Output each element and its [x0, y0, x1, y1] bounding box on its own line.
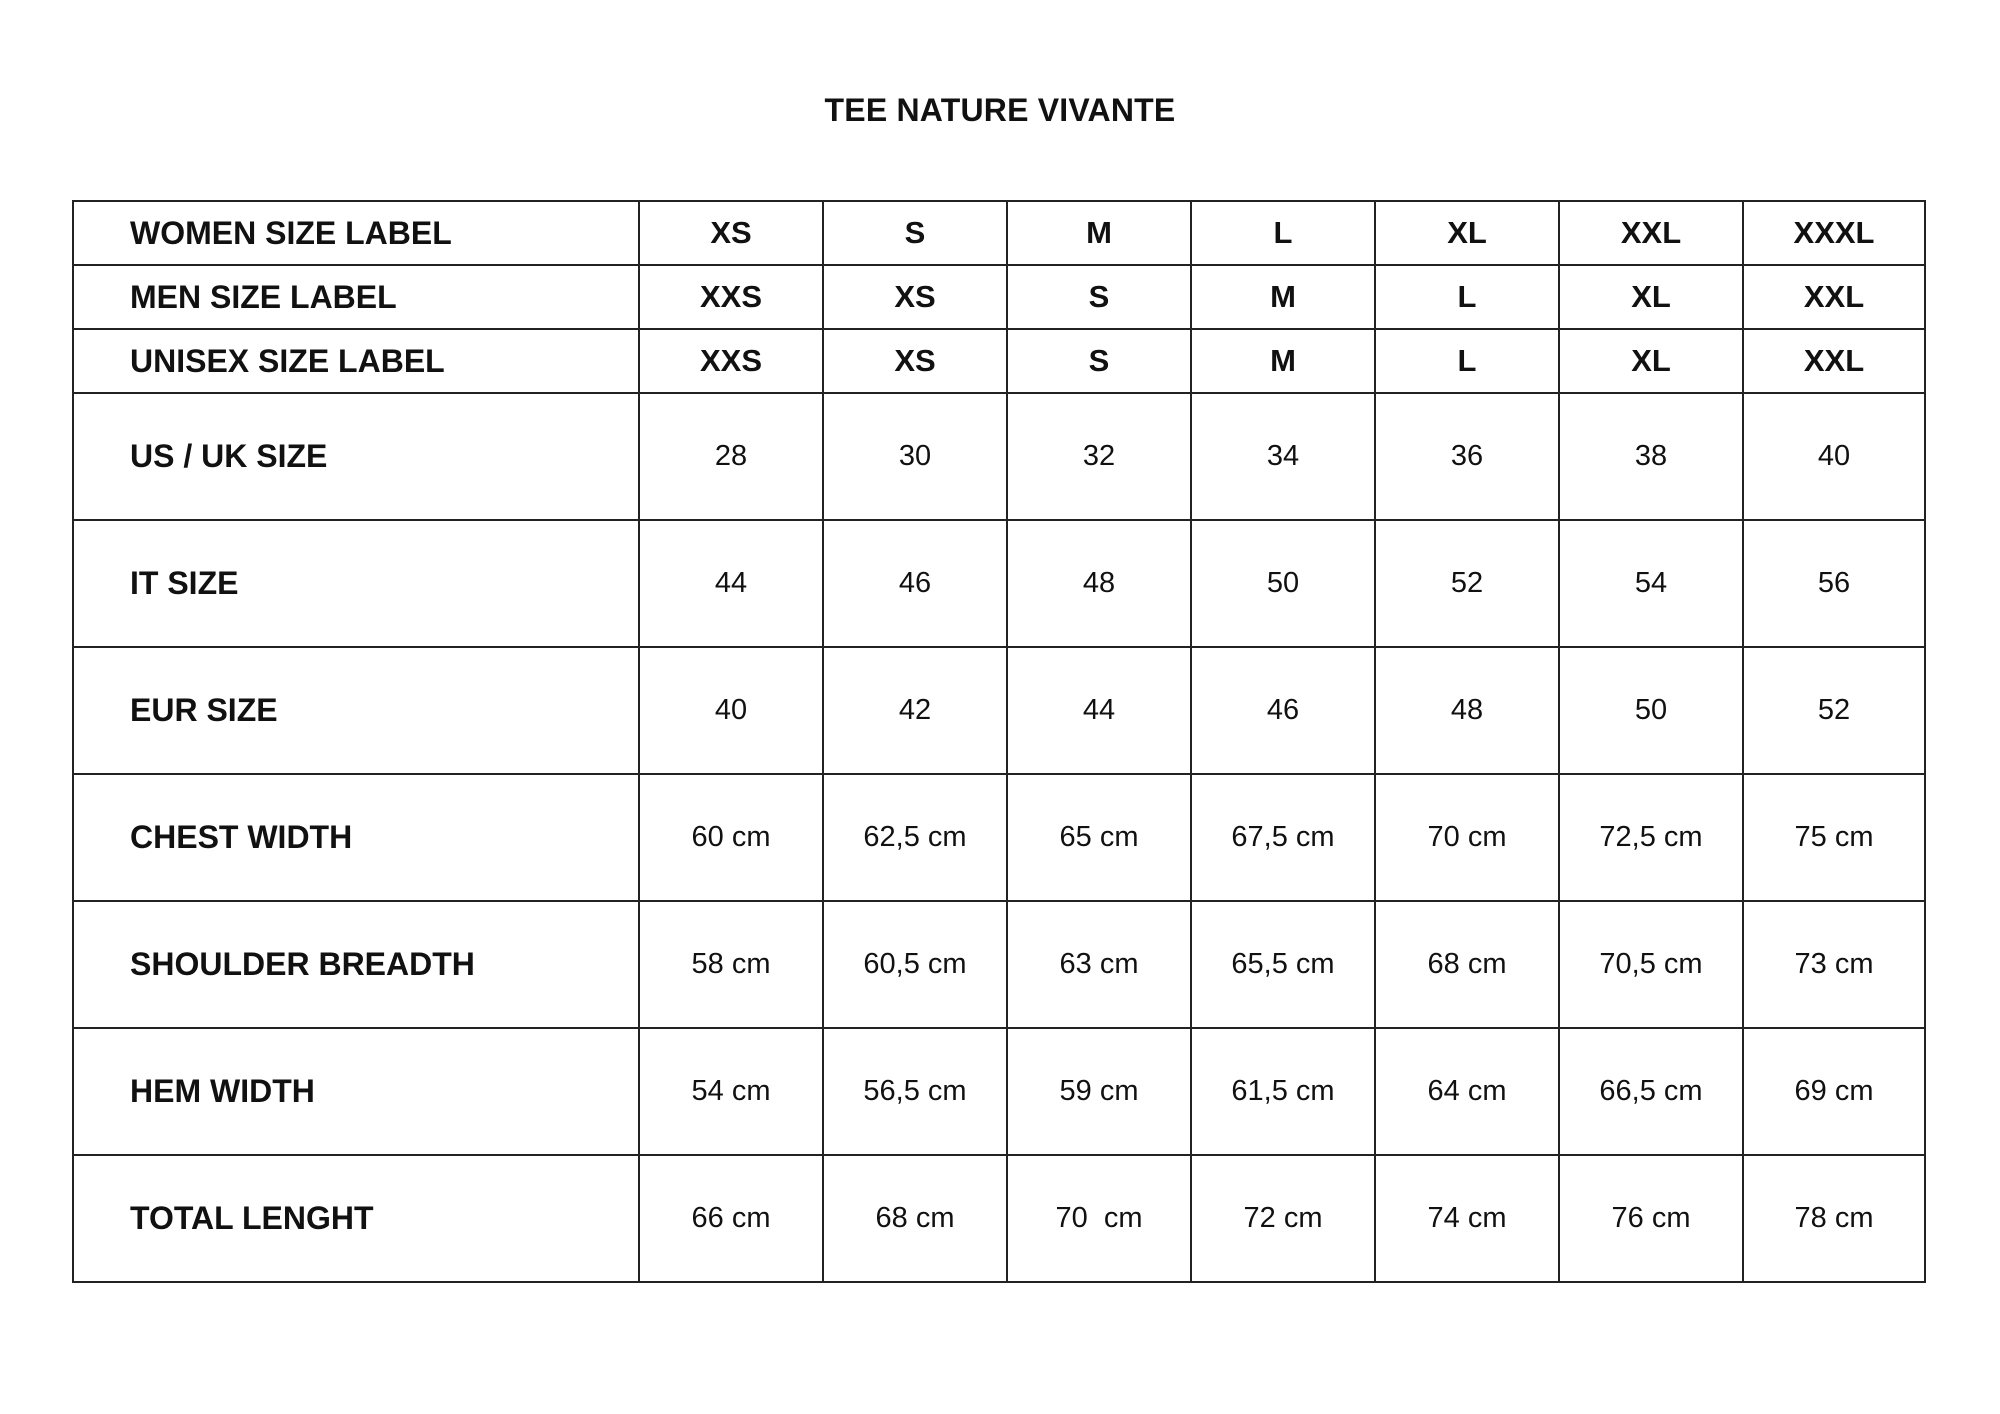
table-cell: 64 cm: [1375, 1028, 1559, 1155]
table-cell: 62,5 cm: [823, 774, 1007, 901]
table-row: [73, 201, 1925, 265]
table-cell: 52: [1375, 520, 1559, 647]
table-cell: 56: [1743, 520, 1925, 647]
table-cell: XXS: [639, 265, 823, 329]
table-cell: 48: [1007, 520, 1191, 647]
table-cell: 76 cm: [1559, 1155, 1743, 1282]
table-cell: 36: [1375, 393, 1559, 520]
row-label: HEM WIDTH: [73, 1028, 639, 1155]
table-cell: XS: [639, 201, 823, 265]
table-cell: XS: [823, 329, 1007, 393]
table-cell: 74 cm: [1375, 1155, 1559, 1282]
table-cell: L: [1375, 265, 1559, 329]
table-cell: 30: [823, 393, 1007, 520]
table-cell: S: [1007, 265, 1191, 329]
table-cell: 46: [823, 520, 1007, 647]
page-title: TEE NATURE VIVANTE: [824, 92, 1176, 128]
table-cell: XL: [1375, 201, 1559, 265]
table-row: [73, 265, 1925, 329]
table-cell: XXL: [1743, 329, 1925, 393]
table-cell: 75 cm: [1743, 774, 1925, 901]
table-cell: XXL: [1743, 265, 1925, 329]
table-cell: 40: [1743, 393, 1925, 520]
table-row: [73, 1028, 1925, 1155]
table-cell: 54 cm: [639, 1028, 823, 1155]
row-label: WOMEN SIZE LABEL: [73, 201, 639, 265]
table-cell: XXS: [639, 329, 823, 393]
table-cell: M: [1191, 265, 1375, 329]
table-cell: 61,5 cm: [1191, 1028, 1375, 1155]
table-cell: 70 cm: [1375, 774, 1559, 901]
table-cell: 65,5 cm: [1191, 901, 1375, 1028]
table-cell: 68 cm: [1375, 901, 1559, 1028]
row-label: TOTAL LENGHT: [73, 1155, 639, 1282]
table-row: [73, 1155, 1925, 1282]
table-cell: 38: [1559, 393, 1743, 520]
table-cell: 69 cm: [1743, 1028, 1925, 1155]
table-cell: 63 cm: [1007, 901, 1191, 1028]
table-cell: 68 cm: [823, 1155, 1007, 1282]
table-cell: 34: [1191, 393, 1375, 520]
table-cell: 28: [639, 393, 823, 520]
table-cell: 59 cm: [1007, 1028, 1191, 1155]
row-label: SHOULDER BREADTH: [73, 901, 639, 1028]
table-cell: 40: [639, 647, 823, 774]
table-cell: 65 cm: [1007, 774, 1191, 901]
table-row: [73, 520, 1925, 647]
row-label: US / UK SIZE: [73, 393, 639, 520]
table-row: [73, 329, 1925, 393]
table-cell: 72 cm: [1191, 1155, 1375, 1282]
table-cell: 52: [1743, 647, 1925, 774]
table-cell: S: [823, 201, 1007, 265]
table-cell: L: [1191, 201, 1375, 265]
table-cell: 46: [1191, 647, 1375, 774]
table-cell: L: [1375, 329, 1559, 393]
row-label: IT SIZE: [73, 520, 639, 647]
table-cell: S: [1007, 329, 1191, 393]
row-label: CHEST WIDTH: [73, 774, 639, 901]
table-row: [73, 393, 1925, 520]
table-cell: 66,5 cm: [1559, 1028, 1743, 1155]
table-cell: XXXL: [1743, 201, 1925, 265]
table-cell: 78 cm: [1743, 1155, 1925, 1282]
table-cell: 60,5 cm: [823, 901, 1007, 1028]
table-cell: XL: [1559, 265, 1743, 329]
table-cell: 70 cm: [1007, 1155, 1191, 1282]
table-row: [73, 901, 1925, 1028]
table-cell: M: [1007, 201, 1191, 265]
table-cell: 73 cm: [1743, 901, 1925, 1028]
row-label: UNISEX SIZE LABEL: [73, 329, 639, 393]
table-cell: 66 cm: [639, 1155, 823, 1282]
table-cell: 44: [1007, 647, 1191, 774]
table-cell: 58 cm: [639, 901, 823, 1028]
table-cell: XXL: [1559, 201, 1743, 265]
table-cell: 54: [1559, 520, 1743, 647]
table-cell: 32: [1007, 393, 1191, 520]
table-cell: M: [1191, 329, 1375, 393]
row-label: EUR SIZE: [73, 647, 639, 774]
row-label: MEN SIZE LABEL: [73, 265, 639, 329]
table-cell: 50: [1191, 520, 1375, 647]
table-cell: 56,5 cm: [823, 1028, 1007, 1155]
table-cell: 50: [1559, 647, 1743, 774]
table-cell: 70,5 cm: [1559, 901, 1743, 1028]
table-cell: 48: [1375, 647, 1559, 774]
table-cell: 44: [639, 520, 823, 647]
table-cell: XS: [823, 265, 1007, 329]
size-chart-table: [72, 200, 1926, 1283]
table-row: [73, 647, 1925, 774]
table-cell: 72,5 cm: [1559, 774, 1743, 901]
table-row: [73, 774, 1925, 901]
table-cell: XL: [1559, 329, 1743, 393]
table-cell: 60 cm: [639, 774, 823, 901]
table-cell: 42: [823, 647, 1007, 774]
table-cell: 67,5 cm: [1191, 774, 1375, 901]
